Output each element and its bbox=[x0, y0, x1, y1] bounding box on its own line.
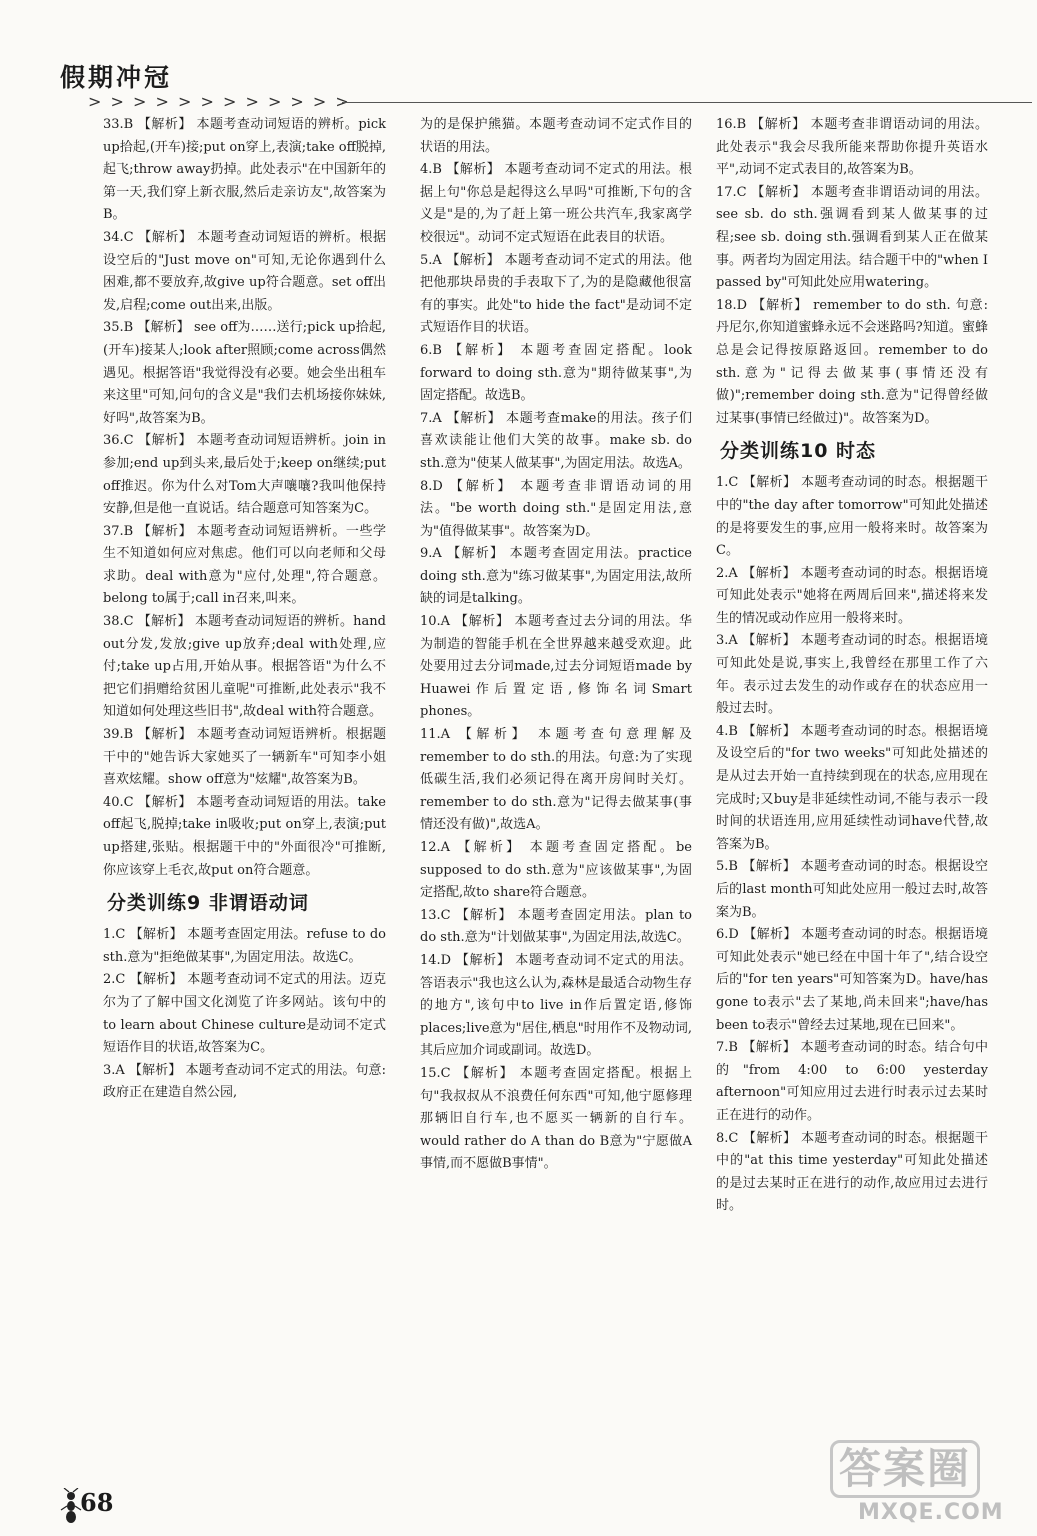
answer-item: 2.C 【解析】 本题考查动词不定式的用法。迈克尔为了了解中国文化浏览了许多网站。该句中的to learn about Chinese culture是动词不定式短语作目的状语,故答案为C。 bbox=[103, 972, 386, 1056]
answer-item: 6.D 【解析】 本题考查动词的时态。根据语境可知此处表示"她已经在中国十年了",结合设空后的"for ten years"可知答案为D。have/has gone to表示"去了某地,尚未回来";have/has been to表示"曾经去过某地,现在已回来"。 bbox=[716, 927, 988, 1033]
answer-item: 8.C 【解析】 本题考查动词的时态。根据题干中的"at this time yesterday"可知此处描述的是过去某时正在进行的动作,故应用过去进行时。 bbox=[716, 1130, 988, 1214]
answer-item: 1.C 【解析】 本题考查固定用法。refuse to do sth.意为"拒绝做某事",为固定用法。故选C。 bbox=[103, 927, 386, 965]
section-heading-9: 分类训练9 非谓语动词 bbox=[107, 892, 309, 915]
answer-item: 33.B 【解析】 本题考查动词短语的辨析。pick up拾起,(开车)接;put on穿上,表演;take off脱掉,起飞;throw away扔掉。此处表示"在中国新年的第一天,我们穿上新衣服,然后走亲访友",故答案为B。 bbox=[103, 117, 386, 223]
answer-item: 40.C 【解析】 本题考查动词短语的用法。take off起飞,脱掉;take in吸收;put on穿上,表演;put up搭建,张贴。根据题干中的"外面很冷"可推断,你应该穿上毛衣,故put on符合题意。 bbox=[103, 794, 386, 878]
watermark-logo: 答案圈 bbox=[830, 1440, 980, 1498]
answer-item: 36.C 【解析】 本题考查动词短语辨析。join in参加;end up到头来,最后处于;keep on继续;put off推迟。你为什么对Tom大声嚷嚷?我叫他保持安静,但是他一直说话。结合题意可知答案为C。 bbox=[103, 433, 386, 517]
answer-item: 5.B 【解析】 本题考查动词的时态。根据设空后的last month可知此处应用一般过去时,故答案为B。 bbox=[716, 859, 988, 920]
answer-item: 7.A 【解析】 本题考查make的用法。孩子们喜欢读能让他们大笑的故事。make sb. do sth.意为"使某人做某事",为固定用法。故选A。 bbox=[420, 410, 692, 471]
ant-mascot-icon bbox=[60, 1488, 82, 1524]
answer-item: 4.B 【解析】 本题考查动词不定式的用法。根据上句"你总是起得这么早吗"可推断,下句的含义是"是的,为了赶上第一班公共汽车,我家离学校很远"。动词不定式短语在此表目的状语。 bbox=[420, 162, 692, 245]
watermark bbox=[830, 1440, 1026, 1530]
answer-item: 17.C 【解析】 本题考查非谓语动词的用法。see sb. do sth.强调看到某人做某事的过程;see sb. doing sth.强调看到某人正在做某事。两者均为固定用法。结合题干中的"when I passed by"可知此处应用watering。 bbox=[716, 184, 988, 291]
watermark-url: MXQE.COM bbox=[858, 1500, 1004, 1525]
answer-item: 14.D 【解析】 本题考查动词不定式的用法。答语表示"我也这么认为,森林是最适合动物生存的地方",该句中to live in作后置定语,修饰places;live意为"居住,栖息"时用作不及物动词,其后应加介词或副词。故选D。 bbox=[420, 952, 692, 1059]
answer-item: 7.B 【解析】 本题考查动词的时态。结合句中的"from 4:00 to 6:00 yesterday afternoon"可知应用过去进行时表示过去某时正在进行的动作。 bbox=[716, 1040, 988, 1123]
answer-item: 为的是保护熊猫。本题考查动词不定式作目的状语的用法。 bbox=[420, 117, 692, 155]
page-header bbox=[60, 58, 1020, 111]
answer-item: 5.A 【解析】 本题考查动词不定式的用法。他把他那块昂贵的手表取下了,为的是隐藏他很富有的事实。此处"to hide the fact"是动词不定式短语作目的状语。 bbox=[420, 252, 692, 336]
column-left bbox=[103, 114, 386, 1105]
answer-item: 39.B 【解析】 本题考查动词短语辨析。根据题干中的"她告诉大家她买了一辆新车"可知李小姐喜欢炫耀。show off意为"炫耀",故答案为B。 bbox=[103, 727, 386, 788]
answer-item: 9.A 【解析】 本题考查固定用法。practice doing sth.意为"练习做某事",为固定用法,故所缺的词是talking。 bbox=[420, 546, 692, 607]
answer-item: 11.A 【解析】 本题考查句意理解及remember to do sth.的用法。句意:为了实现低碳生活,我们必须记得在离开房间时关灯。remember to do sth.意为"记得去做某事(事情还没有做)",故选A。 bbox=[420, 727, 692, 833]
answer-item: 3.A 【解析】 本题考查动词不定式的用法。句意:政府正在建造自然公园, bbox=[103, 1062, 386, 1101]
answer-item: 15.C 【解析】 本题考查固定搭配。根据上句"我叔叔从不浪费任何东西"可知,他宁愿修理那辆旧自行车,也不愿买一辆新的自行车。would rather do A than do B意为"宁愿做A事情,而不愿做B事情"。 bbox=[420, 1065, 692, 1172]
section-heading-10: 分类训练10 时态 bbox=[720, 440, 877, 463]
answer-item: 13.C 【解析】 本题考查固定用法。plan to do sth.意为"计划做某事",为固定用法,故选C。 bbox=[420, 907, 692, 946]
answer-item: 18.D 【解析】 remember to do sth. 句意:丹尼尔,你知道蜜蜂永远不会迷路吗?知道。蜜蜂总是会记得按原路返回。remember to do sth.意为"记得去做某事(事情还没有做)";remember doing sth.意为"记得曾经做过某事(事情已经做过)"。故答案为D。 bbox=[716, 297, 988, 426]
answer-item: 3.A 【解析】 本题考查动词的时态。根据语境可知此处是说,事实上,我曾经在那里工作了六年。表示过去发生的动作或存在的状态应用一般过去时。 bbox=[716, 633, 988, 717]
answer-item: 12.A 【解析】 本题考查固定搭配。be supposed to do sth.意为"应该做某事",为固定搭配,故to share符合题意。 bbox=[420, 840, 692, 901]
answer-item: 16.B 【解析】 本题考查非谓语动词的用法。此处表示"我会尽我所能来帮助你提升英语水平",动词不定式表目的,故答案为B。 bbox=[716, 117, 988, 178]
header-rule bbox=[342, 102, 1032, 103]
chevron-decoration: > > > > > > > > > > > > bbox=[88, 92, 351, 111]
book-title: 假期冲冠 bbox=[60, 63, 173, 92]
answer-item: 34.C 【解析】 本题考查动词短语的辨析。根据设空后的"Just move on"可知,无论你遇到什么困难,都不要放弃,故give up符合题意。set off出发,启程;come out出来,出版。 bbox=[103, 229, 386, 313]
answer-item: 4.B 【解析】 本题考查动词的时态。根据语境及设空后的"for two weeks"可知此处描述的是从过去开始一直持续到现在的状态,应用现在完成时;又buy是非延续性动词,不能与表示一段时间的状语连用,应用延续性动词have代替,故答案为B。 bbox=[716, 723, 988, 852]
answer-item: 37.B 【解析】 本题考查动词短语辨析。一些学生不知道如何应对焦虑。他们可以向老师和父母求助。deal with意为"应付,处理",符合题意。belong to属于;call in召来,叫来。 bbox=[103, 523, 386, 607]
answer-item: 1.C 【解析】 本题考查动词的时态。根据题干中的"the day after tomorrow"可知此处描述的是将要发生的事,应用一般将来时。故答案为C。 bbox=[716, 475, 988, 559]
answer-item: 8.D 【解析】 本题考查非谓语动词的用法。"be worth doing sth."是固定用法,意为"值得做某事"。故答案为D。 bbox=[420, 478, 692, 539]
column-middle bbox=[420, 114, 692, 1176]
page-number: 68 bbox=[80, 1488, 114, 1517]
answer-item: 35.B 【解析】 see off为……送行;pick up拾起,(开车)接某人;look after照顾;come across偶然遇见。根据答语"我觉得没有必要。她会坐出租车来这里"可知,问句的含义是"我们去机场接你妹妹,好吗",故答案为B。 bbox=[103, 320, 386, 426]
answer-item: 2.A 【解析】 本题考查动词的时态。根据语境可知此处表示"她将在两周后回来",描述将来发生的情况或动作应用一般将来时。 bbox=[716, 565, 988, 626]
answer-item: 6.B 【解析】 本题考查固定搭配。look forward to doing sth.意为"期待做某事",为固定搭配。故选B。 bbox=[420, 342, 692, 404]
column-right bbox=[716, 114, 988, 1218]
answer-item: 38.C 【解析】 本题考查动词短语的辨析。hand out分发,发放;give up放弃;deal with处理,应付;take up占用,开始从事。根据答语"为什么不把它们捐赠给贫困儿童呢"可推断,此处表示"我不知道如何处理这些旧书",故deal with符合题意。 bbox=[103, 614, 386, 720]
answer-item: 10.A 【解析】 本题考查过去分词的用法。华为制造的智能手机在全世界越来越受欢迎。此处要用过去分词made,过去分词短语made by Huawei作后置定语,修饰名词Smart phones。 bbox=[420, 614, 692, 720]
